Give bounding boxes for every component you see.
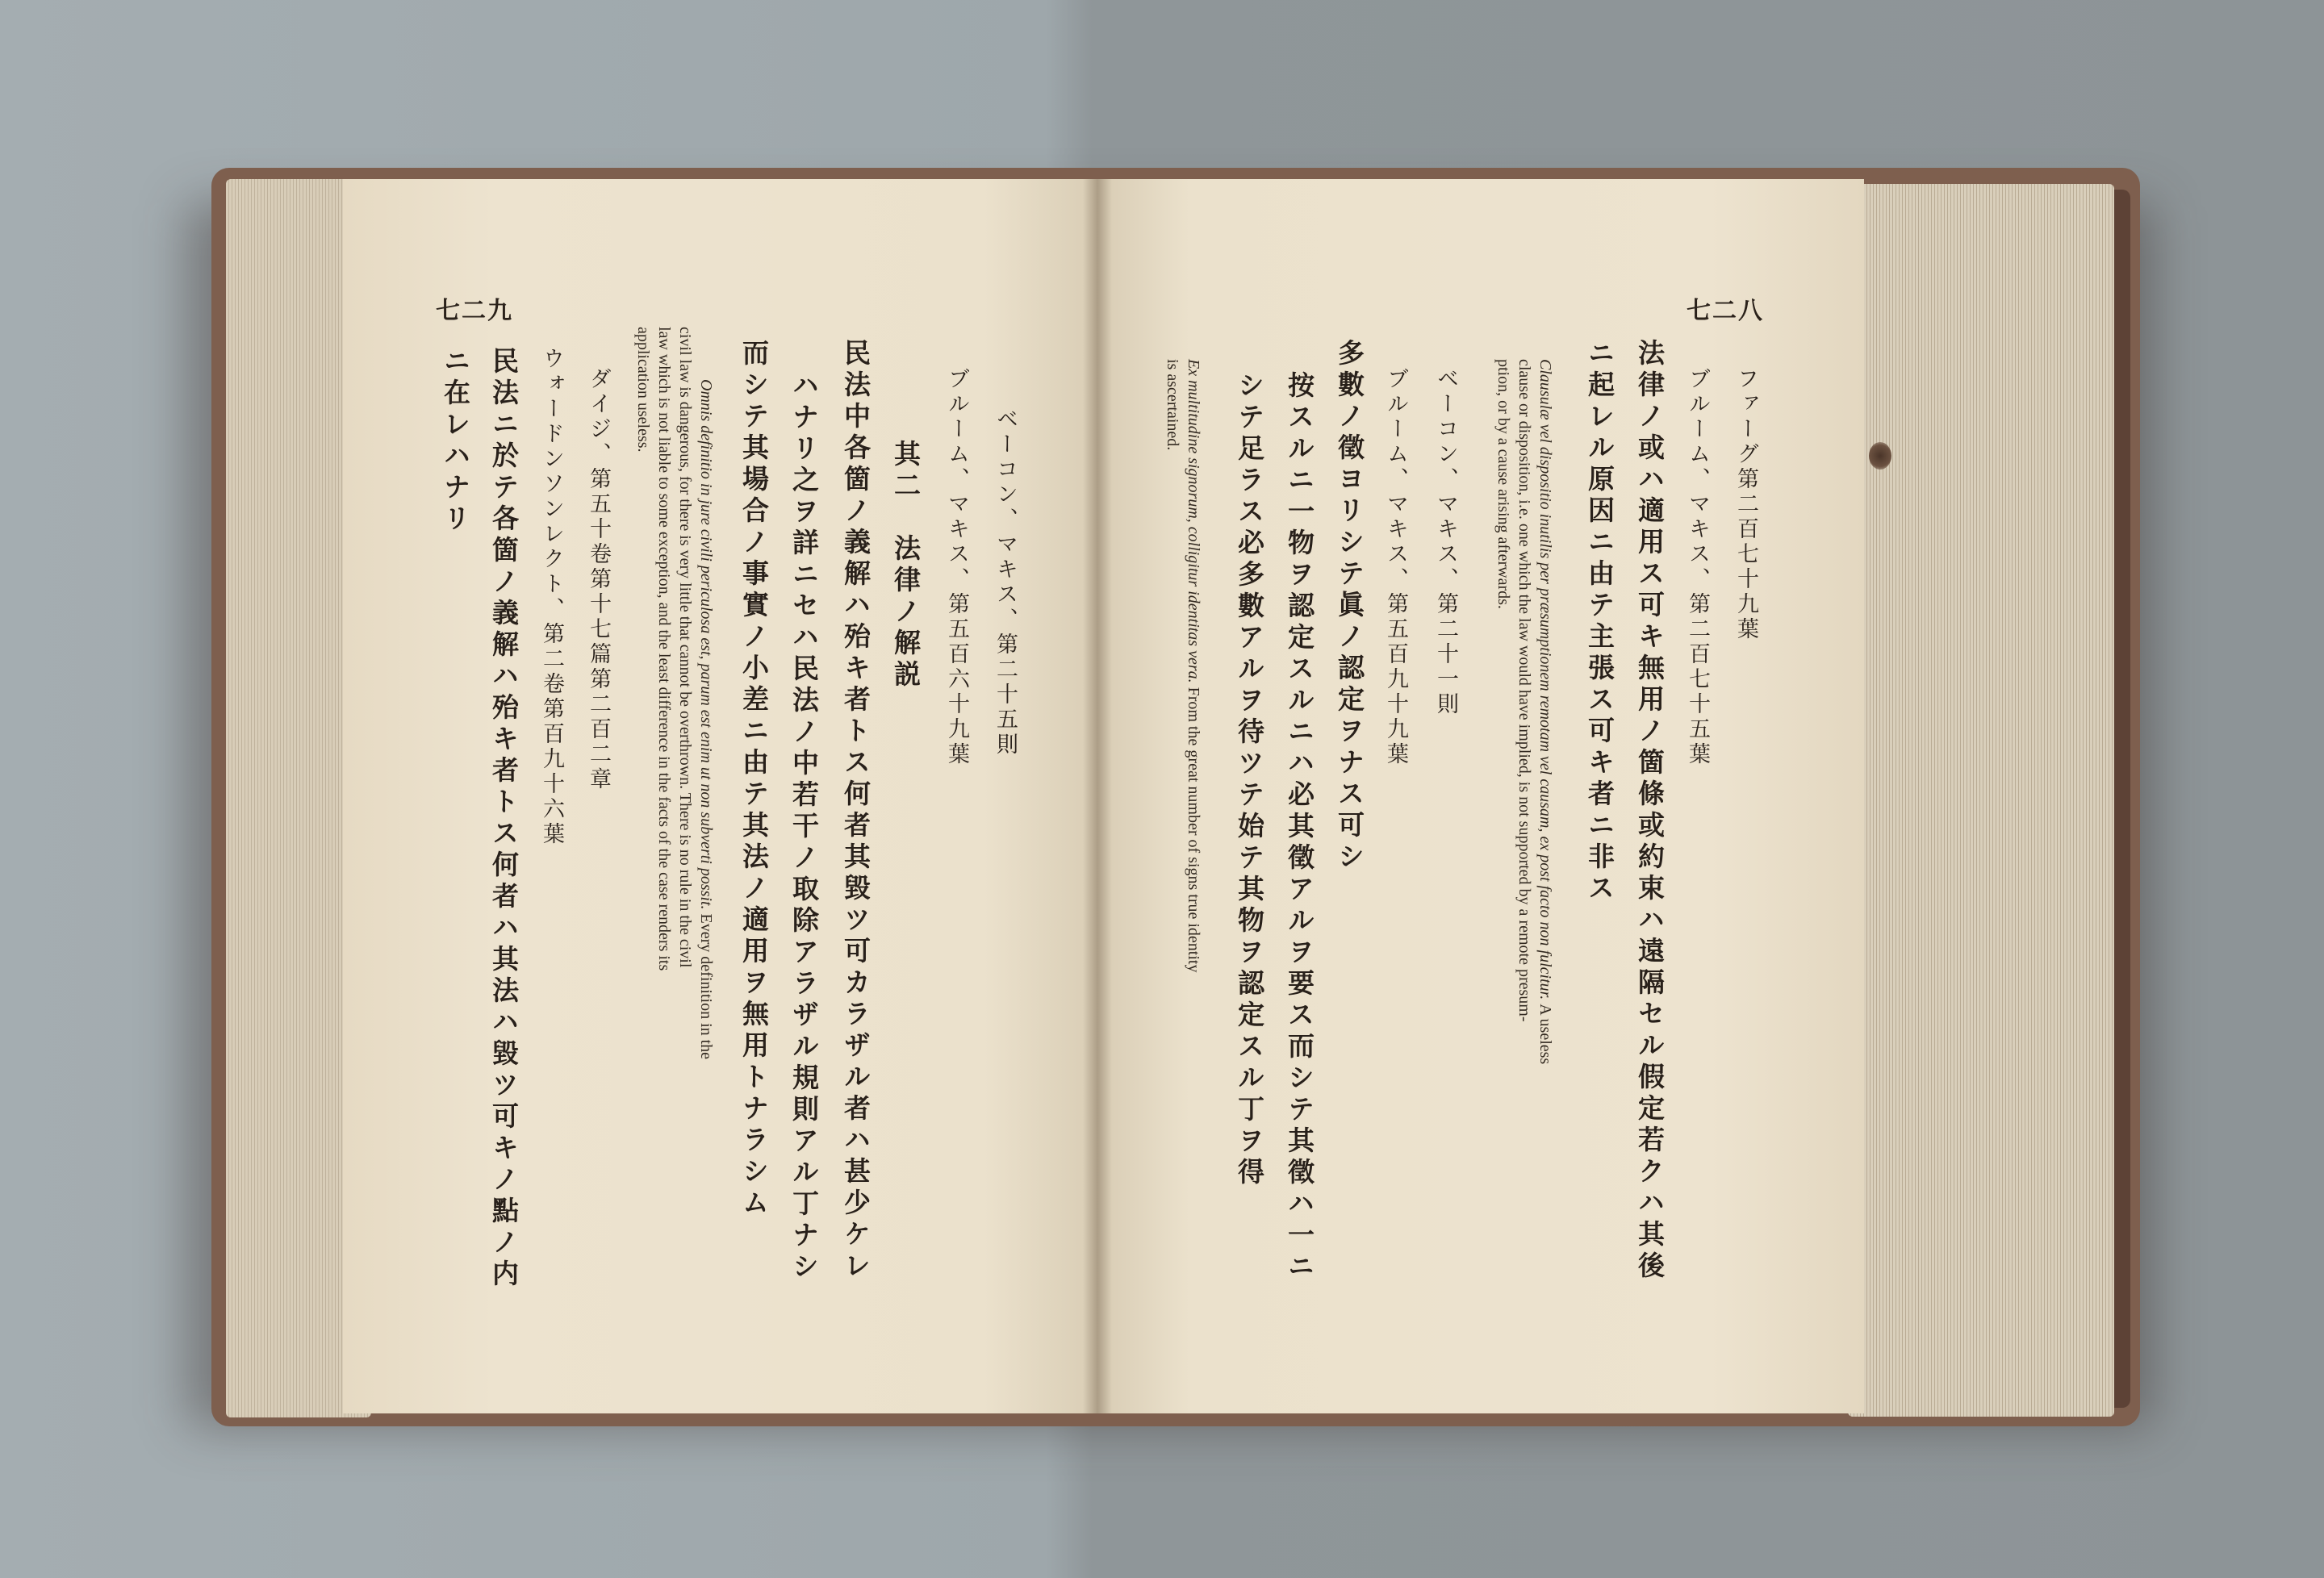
left-col-digest: ダイジ、第五十卷第十七篇第二百二章 bbox=[586, 367, 611, 792]
left-col-1: ベーコン、マキス、第二十五則 bbox=[993, 407, 1018, 758]
left-col-6: 而シテ其場合ノ事實ノ小差ニ由テ其法ノ適用ヲ無用トナラシム bbox=[738, 339, 770, 1220]
left-col-2: ブルーム、マキス、第五百六十九葉 bbox=[944, 367, 969, 767]
right-english-2: clause or disposition, i.e. one which the law would have implied, is not supported by a remote presum- bbox=[1515, 359, 1533, 1022]
right-col-bacon: ベーコン、マキス、第二十一則 bbox=[1433, 367, 1458, 717]
left-section-heading: 其二 法律ノ解説 bbox=[890, 440, 922, 691]
book-gutter bbox=[1083, 179, 1112, 1413]
right-col-8: 按スルニ一物ヲ認定スルニハ必其徵アルヲ要ス而シテ其徵ハ一ニ bbox=[1284, 371, 1315, 1284]
left-english-2: civil law is dangerous, for there is very little that cannot be overthrown. There is no rule in the civil bbox=[676, 327, 694, 968]
left-col-9: 民法ニ於テ各箇ノ義解ハ殆キ者トス何者ハ其法ハ毀ツ可キノ點ノ内 bbox=[488, 347, 520, 1291]
ink-spot bbox=[1869, 442, 1891, 470]
right-page-stack bbox=[1848, 184, 2114, 1417]
right-col-3: 法律ノ或ハ適用ス可キ無用ノ箇條或約束ハ遠隔セル假定若クハ其後 bbox=[1634, 339, 1666, 1283]
right-page bbox=[1097, 179, 1864, 1413]
left-page-number: 七二九 bbox=[436, 297, 513, 325]
left-col-5: ハナリ之ヲ詳ニセハ民法ノ中若干ノ取除アラザル規則アル丁ナシ bbox=[788, 371, 820, 1284]
right-english-line-1: A useless bbox=[1536, 1004, 1554, 1065]
right-col-4: ニ起レル原因ニ由テ主張ス可キ者ニ非ス bbox=[1584, 339, 1616, 905]
right-col-1: ファーグ第二百七十九葉 bbox=[1733, 367, 1758, 642]
right-latin-text-1: Clausulæ vel dispositio inutilis per præsumptionem remotam vel causam, ex post facto non fulcitur. bbox=[1536, 359, 1554, 1000]
right-page-number: 七二八 bbox=[1687, 297, 1764, 325]
right-col-2: ブルーム、マキス、第二百七十五葉 bbox=[1685, 367, 1710, 767]
left-col-4: 民法中各箇ノ義解ハ殆キ者トス何者其毀ツ可カラザル者ハ甚少ケレ bbox=[840, 339, 872, 1283]
right-latin-text-2: Ex multitudine signorum, colligitur identitas vera. bbox=[1185, 359, 1202, 683]
left-latin-text: Omnis definitio in jure civili periculosa est, parum est enim ut non subverti possit. bbox=[697, 379, 715, 910]
right-col-7: 多數ノ徵ヨリシテ眞ノ認定ヲナス可シ bbox=[1334, 339, 1365, 874]
left-english-line-1: Every definition in the bbox=[697, 913, 715, 1060]
left-english-3: law which is not liable to some exception, and the least difference in the facts of the case renders its bbox=[655, 327, 673, 971]
left-col-10: ニ在レハナリ bbox=[440, 347, 471, 536]
right-english-3: ption, or by a cause arising afterwards. bbox=[1494, 359, 1512, 609]
right-english-line-4: From the great number of signs true identity bbox=[1185, 687, 1202, 973]
right-english-4 bbox=[1183, 359, 1204, 972]
left-col-wardenson: ウォードンソンレクト、第二卷第百九十六葉 bbox=[539, 347, 564, 847]
right-english-1 bbox=[1535, 359, 1556, 1064]
left-english-4: application useless. bbox=[634, 327, 652, 453]
right-col-9: シテ足ラス必多數アルヲ待ツテ始テ其物ヲ認定スル丁ヲ得 bbox=[1234, 371, 1265, 1189]
left-english-1 bbox=[696, 379, 717, 1059]
right-english-5: is ascertained. bbox=[1164, 359, 1181, 451]
right-col-broom: ブルーム、マキス、第五百九十九葉 bbox=[1383, 367, 1408, 767]
